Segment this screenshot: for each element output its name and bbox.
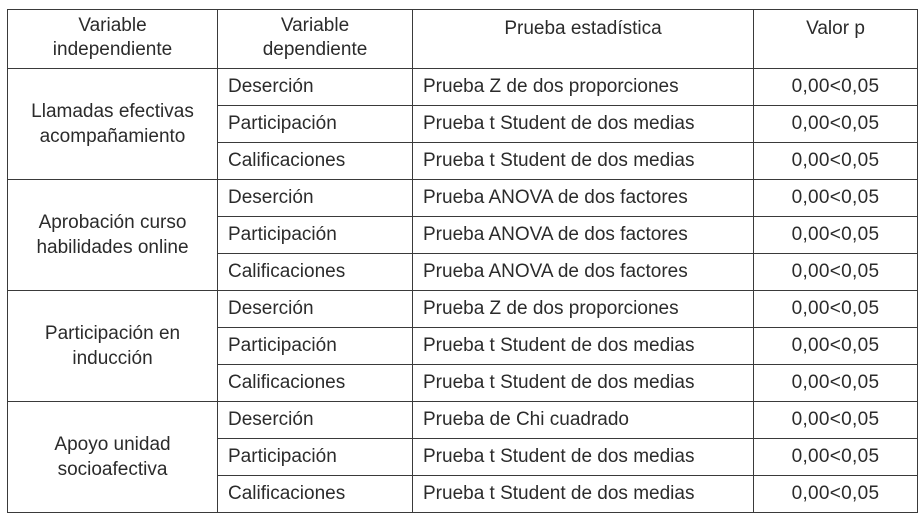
independent-variable-cell	[8, 291, 218, 402]
p-value-cell: 0,00<0,05	[754, 180, 918, 217]
independent-variable-cell	[8, 180, 218, 291]
statistical-test-cell: Prueba ANOVA de dos factores	[413, 254, 754, 291]
dependent-variable-cell: Deserción	[218, 69, 413, 106]
p-value-cell: 0,00<0,05	[754, 365, 918, 402]
independent-variable-line2: acompañamiento	[39, 126, 186, 147]
header-independent-line2: independiente	[52, 39, 173, 60]
statistics-table	[7, 9, 918, 513]
independent-variable-line1: Aprobación curso	[38, 212, 187, 233]
statistical-test-cell: Prueba t Student de dos medias	[413, 106, 754, 143]
header-independent-variable	[8, 10, 218, 69]
statistical-test-cell: Prueba de Chi cuadrado	[413, 402, 754, 439]
p-value-cell: 0,00<0,05	[754, 143, 918, 180]
statistical-test-cell: Prueba t Student de dos medias	[413, 476, 754, 513]
header-statistical-test: Prueba estadística	[413, 10, 754, 69]
dependent-variable-cell: Participación	[218, 217, 413, 254]
p-value-cell: 0,00<0,05	[754, 69, 918, 106]
p-value-cell: 0,00<0,05	[754, 254, 918, 291]
header-row	[8, 10, 918, 69]
header-dependent-line2: dependiente	[262, 39, 368, 60]
statistical-test-cell: Prueba t Student de dos medias	[413, 328, 754, 365]
independent-variable-line1: Apoyo unidad	[54, 434, 171, 455]
independent-variable-line2: inducción	[72, 348, 153, 369]
table-row	[8, 180, 918, 217]
dependent-variable-cell: Calificaciones	[218, 476, 413, 513]
table-body	[8, 69, 918, 513]
statistical-test-cell: Prueba Z de dos proporciones	[413, 69, 754, 106]
dependent-variable-cell: Deserción	[218, 180, 413, 217]
independent-variable-cell	[8, 402, 218, 513]
independent-variable-line2: socioafectiva	[57, 459, 168, 480]
independent-variable-line1: Llamadas efectivas	[31, 101, 194, 122]
dependent-variable-cell: Deserción	[218, 402, 413, 439]
header-p-value: Valor p	[754, 10, 918, 69]
p-value-cell: 0,00<0,05	[754, 291, 918, 328]
table-header	[8, 10, 918, 69]
dependent-variable-cell: Calificaciones	[218, 365, 413, 402]
p-value-cell: 0,00<0,05	[754, 217, 918, 254]
p-value-cell: 0,00<0,05	[754, 476, 918, 513]
dependent-variable-cell: Deserción	[218, 291, 413, 328]
independent-variable-line1: Participación en	[44, 323, 181, 344]
p-value-cell: 0,00<0,05	[754, 106, 918, 143]
statistical-test-cell: Prueba ANOVA de dos factores	[413, 217, 754, 254]
dependent-variable-cell: Participación	[218, 439, 413, 476]
dependent-variable-cell: Participación	[218, 328, 413, 365]
statistical-test-cell: Prueba ANOVA de dos factores	[413, 180, 754, 217]
statistical-test-cell: Prueba t Student de dos medias	[413, 143, 754, 180]
table-row	[8, 69, 918, 106]
p-value-cell: 0,00<0,05	[754, 402, 918, 439]
statistical-test-cell: Prueba t Student de dos medias	[413, 439, 754, 476]
dependent-variable-cell: Participación	[218, 106, 413, 143]
table-row	[8, 291, 918, 328]
statistical-test-cell: Prueba t Student de dos medias	[413, 365, 754, 402]
p-value-cell: 0,00<0,05	[754, 328, 918, 365]
statistical-test-cell: Prueba Z de dos proporciones	[413, 291, 754, 328]
p-value-cell: 0,00<0,05	[754, 439, 918, 476]
dependent-variable-cell: Calificaciones	[218, 143, 413, 180]
independent-variable-line2: habilidades online	[36, 237, 189, 258]
header-dependent-line1: Variable	[280, 15, 350, 36]
header-independent-line1: Variable	[78, 15, 147, 36]
independent-variable-cell	[8, 69, 218, 180]
header-dependent-variable	[218, 10, 413, 69]
dependent-variable-cell: Calificaciones	[218, 254, 413, 291]
table-row	[8, 402, 918, 439]
